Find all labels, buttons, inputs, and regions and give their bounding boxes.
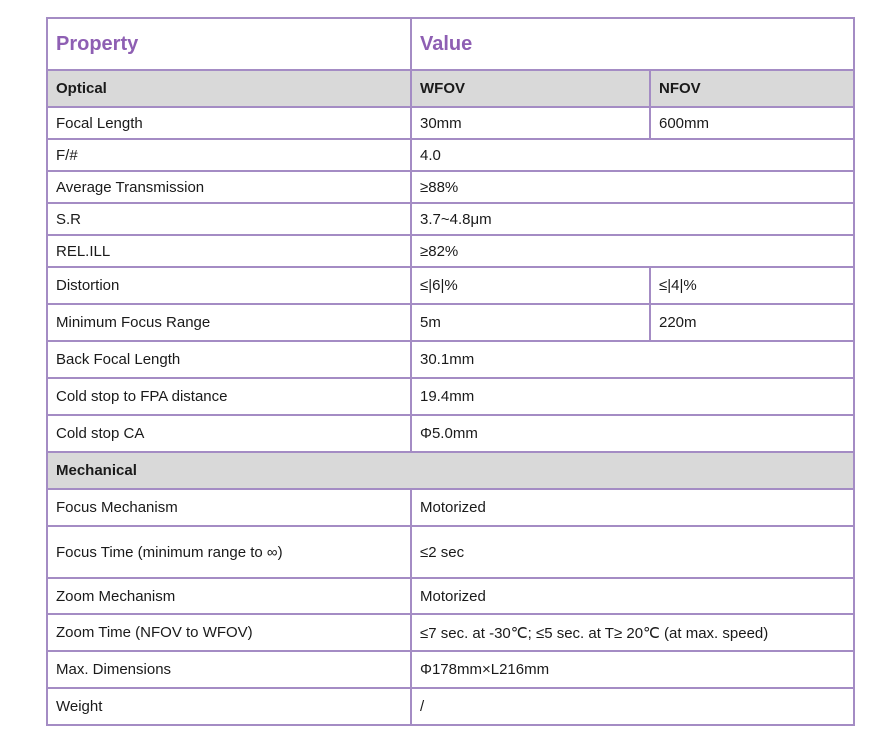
row-label: Zoom Time (NFOV to WFOV) xyxy=(47,614,411,651)
header-value: Value xyxy=(411,18,854,70)
column-nfov-label: NFOV xyxy=(650,70,854,107)
row-value: Motorized xyxy=(411,578,854,614)
row-value: ≥88% xyxy=(411,171,854,203)
table-header-row xyxy=(47,18,854,70)
row-value: 19.4mm xyxy=(411,378,854,415)
table-row xyxy=(47,651,854,688)
table-row xyxy=(47,267,854,304)
row-label: Weight xyxy=(47,688,411,725)
row-value-nfov: 600mm xyxy=(650,107,854,139)
section-mechanical-row xyxy=(47,452,854,489)
row-value: ≥82% xyxy=(411,235,854,267)
table-row xyxy=(47,415,854,452)
row-label: Average Transmission xyxy=(47,171,411,203)
table-row xyxy=(47,203,854,235)
row-label: Distortion xyxy=(47,267,411,304)
row-value: 4.0 xyxy=(411,139,854,171)
row-label: Focal Length xyxy=(47,107,411,139)
table-row xyxy=(47,107,854,139)
row-label: Minimum Focus Range xyxy=(47,304,411,341)
section-optical-row xyxy=(47,70,854,107)
row-value: Motorized xyxy=(411,489,854,526)
row-value-wfov: 5m xyxy=(411,304,650,341)
row-label: Cold stop CA xyxy=(47,415,411,452)
row-value-wfov: ≤|6|% xyxy=(411,267,650,304)
table-row xyxy=(47,304,854,341)
row-label: Back Focal Length xyxy=(47,341,411,378)
row-label: Focus Time (minimum range to ∞) xyxy=(47,526,411,578)
row-value: 3.7~4.8μm xyxy=(411,203,854,235)
row-label: F/# xyxy=(47,139,411,171)
row-value: ≤2 sec xyxy=(411,526,854,578)
column-wfov-label: WFOV xyxy=(411,70,650,107)
row-value: ≤7 sec. at -30℃; ≤5 sec. at T≥ 20℃ (at max. speed) xyxy=(411,614,854,651)
row-label: REL.ILL xyxy=(47,235,411,267)
row-value-nfov: ≤|4|% xyxy=(650,267,854,304)
table-row xyxy=(47,614,854,651)
table-row xyxy=(47,526,854,578)
table-row xyxy=(47,171,854,203)
row-label: S.R xyxy=(47,203,411,235)
table-row xyxy=(47,489,854,526)
table-row xyxy=(47,341,854,378)
row-value: Φ5.0mm xyxy=(411,415,854,452)
row-value: / xyxy=(411,688,854,725)
table-row xyxy=(47,688,854,725)
row-label: Focus Mechanism xyxy=(47,489,411,526)
table-row xyxy=(47,378,854,415)
section-mechanical-label: Mechanical xyxy=(47,452,854,489)
row-value: Φ178mm×L216mm xyxy=(411,651,854,688)
section-optical-label: Optical xyxy=(47,70,411,107)
row-label: Zoom Mechanism xyxy=(47,578,411,614)
table-row xyxy=(47,235,854,267)
row-label: Max. Dimensions xyxy=(47,651,411,688)
table-row xyxy=(47,578,854,614)
spec-table xyxy=(46,17,855,726)
row-value-wfov: 30mm xyxy=(411,107,650,139)
header-property: Property xyxy=(47,18,411,70)
table-row xyxy=(47,139,854,171)
row-value-nfov: 220m xyxy=(650,304,854,341)
row-label: Cold stop to FPA distance xyxy=(47,378,411,415)
row-value: 30.1mm xyxy=(411,341,854,378)
